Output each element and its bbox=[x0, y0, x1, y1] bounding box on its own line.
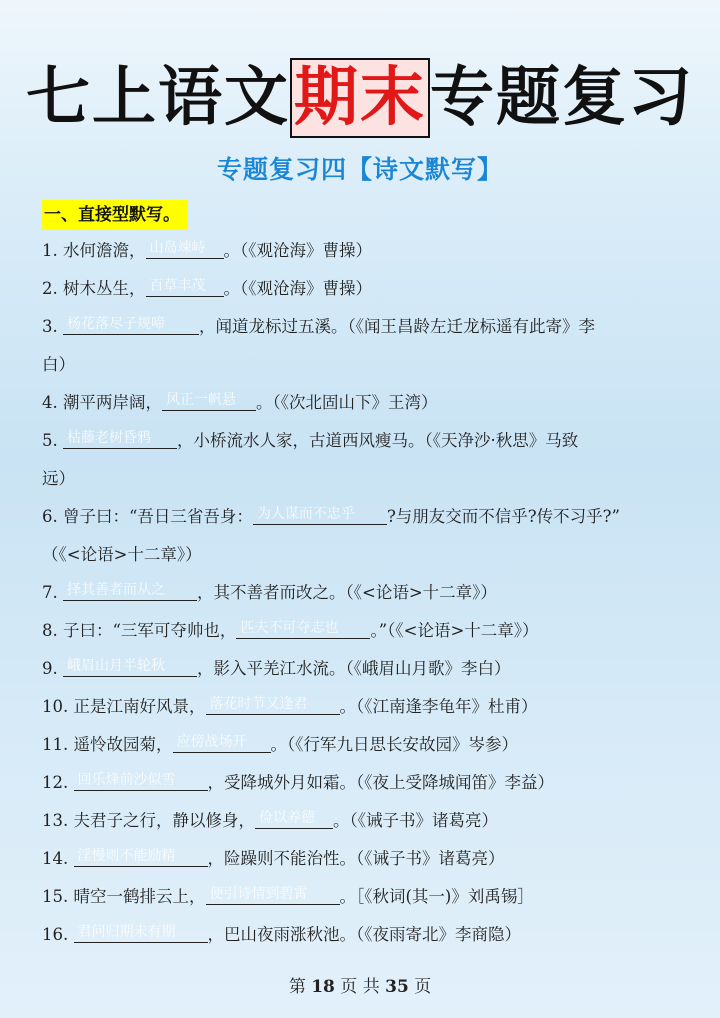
answer-blank bbox=[206, 694, 340, 715]
footer-suffix: 页 bbox=[414, 977, 432, 997]
answer-text: 山岛竦峙 bbox=[149, 240, 206, 256]
page-number: 18 bbox=[311, 977, 335, 997]
answer-blank bbox=[74, 922, 208, 943]
question-item bbox=[42, 878, 682, 916]
question-source-cont: 远） bbox=[42, 469, 75, 488]
answer-blank bbox=[255, 808, 333, 829]
question-text: 9. bbox=[42, 659, 63, 678]
question-source: 。（《行军九日思长安故园》岑参） bbox=[270, 735, 518, 754]
answer-text: 峨眉山月半轮秋 bbox=[67, 658, 165, 674]
question-text: 15. 晴空一鹤排云上， bbox=[42, 887, 206, 906]
question-item bbox=[42, 612, 682, 650]
question-text: 6. 曾子曰：“吾日三省吾身： bbox=[42, 507, 253, 526]
answer-blank bbox=[63, 314, 199, 335]
answer-text: 风正一帆悬 bbox=[166, 392, 236, 408]
question-item bbox=[42, 498, 682, 574]
question-source: 。（《观沧海》曹操） bbox=[223, 279, 372, 298]
answer-blank bbox=[74, 846, 208, 867]
answer-blank bbox=[63, 656, 197, 677]
question-text: 14. bbox=[42, 849, 74, 868]
title-part-1: 七上语文 bbox=[26, 61, 290, 135]
question-text: 16. bbox=[42, 925, 74, 944]
answer-blank bbox=[173, 732, 271, 753]
question-source: ，受降城外月如霜。（《夜上受降城闻笛》李益） bbox=[207, 773, 554, 792]
question-source: 。（《诫子书》诸葛亮） bbox=[333, 811, 498, 830]
question-text: 8. 子曰：“三军可夺帅也， bbox=[42, 621, 237, 640]
answer-blank bbox=[63, 580, 197, 601]
question-source: ，影入平羌江水流。（《峨眉山月歌》李白） bbox=[197, 659, 511, 678]
answer-text: 俭以养德 bbox=[259, 810, 315, 826]
question-item bbox=[42, 270, 682, 308]
question-item bbox=[42, 308, 682, 384]
question-text: 11. 遥怜故园菊， bbox=[42, 735, 173, 754]
question-source-cont: 白） bbox=[42, 355, 75, 374]
question-source: ，险躁则不能治性。（《诫子书》诸葛亮） bbox=[207, 849, 505, 868]
answer-text: 回乐烽前沙似雪 bbox=[77, 772, 176, 788]
question-item bbox=[42, 726, 682, 764]
question-item bbox=[42, 384, 682, 422]
question-item bbox=[42, 422, 682, 498]
answer-text: 便引诗情到碧霄 bbox=[209, 886, 308, 902]
question-source: 。（《观沧海》曹操） bbox=[223, 241, 372, 260]
question-item bbox=[42, 764, 682, 802]
page-footer bbox=[0, 972, 720, 997]
question-source: ，闻道龙标过五溪。（《闻王昌龄左迁龙标遥有此寄》李 bbox=[199, 317, 595, 336]
question-item bbox=[42, 802, 682, 840]
answer-text: 落花时节又逢君 bbox=[209, 696, 308, 712]
answer-blank bbox=[162, 390, 256, 411]
question-source-cont: （《<论语>十二章》） bbox=[42, 545, 202, 564]
question-source: ?与朋友交而不信乎?传不习乎?” bbox=[386, 507, 620, 526]
question-text: 3. bbox=[42, 317, 63, 336]
question-text: 12. bbox=[42, 773, 74, 792]
answer-text: 匹夫不可夺志也 bbox=[240, 620, 339, 636]
question-text: 4. 潮平两岸阔， bbox=[42, 393, 162, 412]
page-subtitle: 专题复习四【诗文默写】 bbox=[216, 155, 503, 184]
question-text: 1. 水何澹澹， bbox=[42, 241, 146, 260]
question-item bbox=[42, 688, 682, 726]
footer-middle: 页 共 bbox=[340, 977, 380, 997]
question-source: 。（《江南逢李龟年》杜甫） bbox=[339, 697, 538, 716]
question-item bbox=[42, 232, 682, 270]
question-source: ，小桥流水人家，古道西风瘦马。（《天净沙·秋思》马致 bbox=[177, 431, 579, 450]
page-total: 35 bbox=[385, 977, 409, 997]
question-source: 。（《次北固山下》王湾） bbox=[256, 393, 438, 412]
question-source: 。［《秋词(其一)》刘禹锡］ bbox=[339, 887, 534, 906]
question-source: ，其不善者而改之。（《<论语>十二章》） bbox=[197, 583, 497, 602]
question-text: 13. 夫君子之行，静以修身， bbox=[42, 811, 255, 830]
question-text: 5. bbox=[42, 431, 63, 450]
answer-blank bbox=[236, 618, 370, 639]
answer-blank bbox=[253, 504, 387, 525]
question-source: ，巴山夜雨涨秋池。（《夜雨寄北》李商隐） bbox=[207, 925, 521, 944]
question-item bbox=[42, 574, 682, 612]
question-item bbox=[42, 650, 682, 688]
footer-prefix: 第 bbox=[288, 977, 306, 997]
question-text: 7. bbox=[42, 583, 63, 602]
title-highlight: 期末 bbox=[290, 58, 430, 138]
answer-text: 枯藤老树昏鸦 bbox=[67, 430, 151, 446]
section-heading: 一、直接型默写。 bbox=[42, 200, 188, 230]
answer-blank bbox=[63, 428, 177, 449]
question-item bbox=[42, 916, 682, 954]
answer-text: 应傍战场开 bbox=[176, 734, 247, 750]
answer-blank bbox=[146, 238, 224, 259]
question-source: 。”（《<论语>十二章》） bbox=[370, 621, 539, 640]
question-text: 2. 树木丛生， bbox=[42, 279, 146, 298]
question-list bbox=[42, 232, 682, 954]
answer-blank bbox=[74, 770, 208, 791]
answer-text: 百草丰茂 bbox=[149, 278, 206, 294]
page-title bbox=[0, 58, 720, 138]
question-item bbox=[42, 840, 682, 878]
answer-text: 君问归期未有期 bbox=[77, 924, 176, 940]
answer-text: 为人谋而不忠乎 bbox=[256, 506, 355, 522]
answer-text: 择其善者而从之 bbox=[67, 582, 165, 598]
answer-text: 杨花落尽子规啼 bbox=[67, 316, 165, 332]
question-text: 10. 正是江南好风景， bbox=[42, 697, 206, 716]
answer-text: 淫慢则不能励精 bbox=[77, 848, 176, 864]
answer-blank bbox=[206, 884, 340, 905]
answer-blank bbox=[146, 276, 224, 297]
title-part-2: 专题复习 bbox=[430, 61, 694, 135]
